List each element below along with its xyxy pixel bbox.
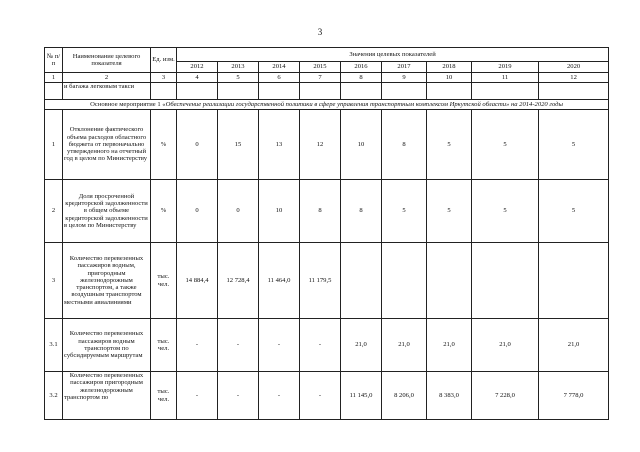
value-cell: 10 [259,180,300,243]
unit: % [151,110,177,180]
column-number: 6 [259,73,300,83]
column-number: 8 [341,73,382,83]
cell-empty [539,83,609,100]
header-year: 2020 [539,62,609,73]
value-cell: 21,0 [427,319,472,372]
row-number: 1 [45,110,63,180]
row-number: 3.1 [45,319,63,372]
value-cell: 7 228,0 [472,372,539,420]
header-year: 2014 [259,62,300,73]
value-cell: 21,0 [539,319,609,372]
table-row [45,319,609,372]
value-cell: 10 [341,110,382,180]
value-cell [382,243,427,319]
cell-empty [45,83,63,100]
unit: тыс. чел. [151,243,177,319]
value-cell [539,243,609,319]
table-row [45,243,609,319]
header-year: 2013 [218,62,259,73]
column-number: 12 [539,73,609,83]
value-cell: - [300,372,341,420]
header-year: 2012 [177,62,218,73]
value-cell: 0 [218,180,259,243]
indicator-name: и багажа легковым такси [63,83,151,100]
column-number: 4 [177,73,218,83]
column-number: 3 [151,73,177,83]
unit: тыс. чел. [151,372,177,420]
value-cell: 5 [472,110,539,180]
column-number: 2 [63,73,151,83]
value-cell: 11 179,5 [300,243,341,319]
value-cell: 8 [300,180,341,243]
value-cell: - [218,319,259,372]
header-num: № п/п [45,48,63,73]
value-cell: 0 [177,180,218,243]
table-row [45,372,609,420]
row-number: 2 [45,180,63,243]
value-cell [427,243,472,319]
table-row [45,110,609,180]
value-cell: 8 206,0 [382,372,427,420]
header-name: Наименование целевого показателя [63,48,151,73]
value-cell: 21,0 [472,319,539,372]
value-cell: 21,0 [382,319,427,372]
value-cell: - [259,319,300,372]
table-row [45,180,609,243]
header-year: 2015 [300,62,341,73]
header-unit: Ед. изм. [151,48,177,73]
header-year: 2017 [382,62,427,73]
value-cell: 5 [427,110,472,180]
value-cell: 5 [539,110,609,180]
value-cell: - [259,372,300,420]
value-cell: 0 [177,110,218,180]
cell-empty [341,83,382,100]
indicator-name: Доля просроченной кредиторской задолженности в общем объеме кредиторской задолженности в целом по Министерству [63,180,151,243]
value-cell: 15 [218,110,259,180]
column-number: 1 [45,73,63,83]
value-cell: - [177,372,218,420]
unit: % [151,180,177,243]
value-cell: - [177,319,218,372]
value-cell: 8 [382,110,427,180]
header-year: 2018 [427,62,472,73]
unit: тыс. чел. [151,319,177,372]
value-cell: 7 778,0 [539,372,609,420]
value-cell: 14 884,4 [177,243,218,319]
value-cell: - [300,319,341,372]
cell-empty [382,83,427,100]
indicator-name: Отклонение фактического объема расходов областного бюджета от первоначально утвержденного на отчетный год в целом по Министерству [63,110,151,180]
page-number: 3 [317,27,323,37]
cell-empty [151,83,177,100]
cell-empty [472,83,539,100]
row-number: 3 [45,243,63,319]
cell-empty [218,83,259,100]
value-cell [341,243,382,319]
value-cell: 5 [382,180,427,243]
cell-empty [259,83,300,100]
row-number: 3.2 [45,372,63,420]
header-year: 2016 [341,62,382,73]
value-cell: 11 464,0 [259,243,300,319]
value-cell [472,243,539,319]
column-number: 11 [472,73,539,83]
value-cell: 21,0 [341,319,382,372]
cell-empty [300,83,341,100]
value-cell: 8 [341,180,382,243]
indicator-name: Количество перевезенных пассажиров пригородным железнодорожным транспортом по [63,372,151,420]
event-text: Обеспечение реализации государственной политики в сфере управления транспортным комплексом Иркутской области» на 2014-2020 годы [165,100,563,108]
target-indicators-table [44,47,609,420]
column-number: 10 [427,73,472,83]
value-cell: 5 [472,180,539,243]
value-cell: 11 145,0 [341,372,382,420]
header-values-group: Значения целевых показателей [177,48,609,62]
column-number: 5 [218,73,259,83]
cell-empty [177,83,218,100]
value-cell: 5 [539,180,609,243]
value-cell: 12 [300,110,341,180]
cell-empty [427,83,472,100]
column-number: 7 [300,73,341,83]
indicator-name: Количество перевезенных пассажиров водным транспортом по субсидируемым маршрутам [63,319,151,372]
indicator-name: Количество перевезенных пассажиров водным, пригородным железнодорожным транспортом, а также воздушным транспортом местными авиалиниями [63,243,151,319]
value-cell: 12 728,4 [218,243,259,319]
value-cell: 13 [259,110,300,180]
value-cell: 5 [427,180,472,243]
value-cell: - [218,372,259,420]
event-row [45,100,609,110]
value-cell: 8 383,0 [427,372,472,420]
header-year: 2019 [472,62,539,73]
event-lead: Основное мероприятие 1 « [90,100,166,108]
column-number: 9 [382,73,427,83]
